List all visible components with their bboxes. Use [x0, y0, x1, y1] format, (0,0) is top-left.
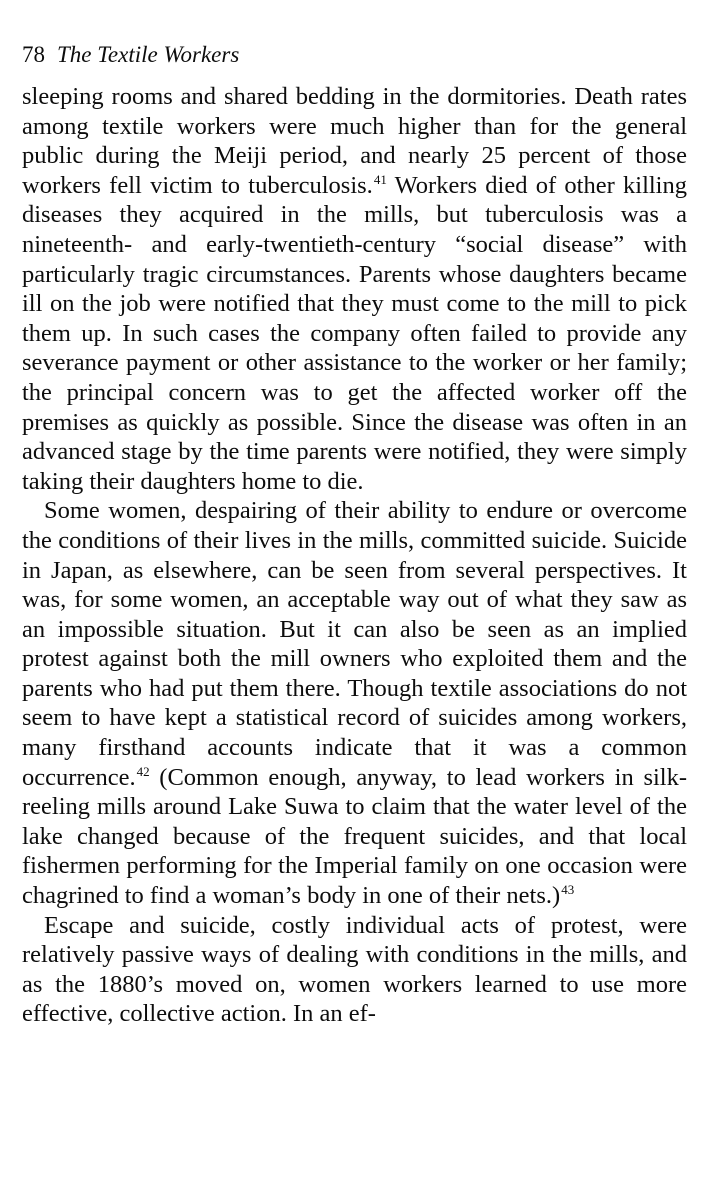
footnote-marker-41: 41 [373, 171, 387, 187]
paragraph-1-text-b: Workers died of other killing diseases they acquired in the mills, but tuberculosis was a nineteenth- and early-twentieth-century “social disease” with particularly tragic circumstances. Parents whose daughters became ill on the job were notified that they must come to the mill to pick them up. In such cases the company often failed to provide any severance payment or other assistance to the worker or her family; the principal concern was to get the affected worker off the premises as quickly as possible. Since the disease was often in an advanced stage by the time parents were notified, they were simply taking their daughters home to die. [22, 171, 687, 495]
footnote-marker-43: 43 [561, 881, 575, 897]
paragraph-1-text-a: sleeping rooms and shared bedding in the dormitories. Death rates among textile workers were much higher than for the general public during the Meiji period, and nearly 25 percent of those workers fell victim to tuberculosis. [22, 83, 687, 199]
paragraph-2-text-b: (Common enough, anyway, to lead workers in silk-reeling mills around Lake Suwa to claim that the water level of the lake changed because of the frequent suicides, and that local fishermen performing for the Imperial family on one occasion were chagrined to find a woman’s body in one of their nets.) [22, 763, 687, 910]
chapter-title: The Textile Workers [57, 42, 240, 67]
body-text [22, 82, 687, 1029]
paragraph-1 [22, 82, 687, 496]
paragraph-3-text: Escape and suicide, costly individual acts of protest, were relatively passive ways of dealing with conditions in the mills, and as the 1880’s moved on, women workers learned to use more effective, collective action. In an ef- [22, 911, 687, 1028]
running-head [22, 40, 687, 82]
paragraph-3 [22, 911, 687, 1029]
footnote-marker-42: 42 [136, 763, 150, 779]
paragraph-2 [22, 496, 687, 910]
page-number: 78 [22, 42, 45, 67]
paragraph-2-text-a: Some women, despairing of their ability to endure or overcome the conditions of their lives in the mills, committed suicide. Suicide in Japan, as elsewhere, can be seen from several perspectives. It was, for some women, an acceptable way out of what they saw as an impossible situation. But it can also be seen as an implied protest against both the mill owners who exploited them and the parents who had put them there. Though textile associations do not seem to have kept a statistical record of suicides among workers, many firsthand accounts indicate that it was a common occurrence. [22, 497, 687, 791]
book-page [22, 40, 687, 1029]
